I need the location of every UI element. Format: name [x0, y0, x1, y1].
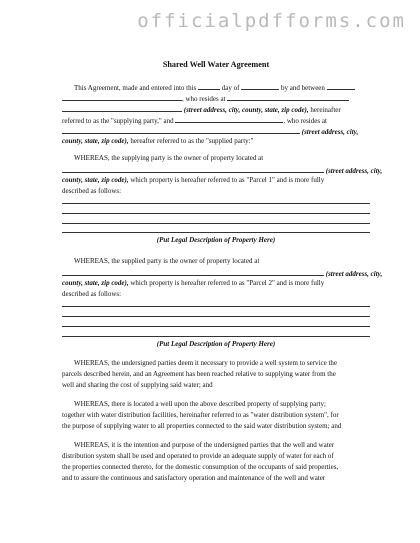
supplying-party-address-field[interactable] [227, 93, 349, 101]
document-title: Shared Well Water Agreement [162, 60, 270, 69]
p1-line-2: , who resides at [62, 93, 349, 104]
p3-line-4: described as follows: [62, 290, 122, 298]
p4-line-2: parcels described herein, and an Agreement has been reached relative to supplying water from the [62, 370, 336, 378]
p6-line-1: WHEREAS, it is the intention and purpose of the undersigned parties that the well and water [74, 441, 335, 449]
p3-line-1: WHEREAS, the supplied party is the owner of property located at [74, 257, 260, 265]
p5-line-3: the purpose of supplying water to all properties connected to the said water distribution system; and [62, 422, 342, 430]
legal-description-placeholder-2: (Put Legal Description of Property Here) [156, 340, 276, 348]
parcel-1-description-line[interactable] [62, 232, 370, 233]
legal-description-placeholder-1: (Put Legal Description of Property Here) [156, 236, 276, 244]
p6-line-2: distribution system shall be used and operated to provide an adequate supply of water for each of [62, 452, 334, 460]
p4-line-3: well and sharing the cost of supplying said water; and [62, 381, 213, 389]
p2-line-2: (street address, city, [62, 165, 382, 176]
supplied-party-name-field[interactable] [175, 115, 283, 123]
p2-line-4: described as follows: [62, 187, 122, 195]
month-year-field[interactable] [241, 82, 279, 90]
parcel-2-description-line[interactable] [62, 316, 370, 317]
parcel-1-description-line[interactable] [62, 213, 370, 214]
p6-line-3: the properties connected thereto, for the domestic consumption of the occupants of said properties, [62, 463, 339, 471]
supplying-party-address-field-2[interactable] [62, 104, 182, 112]
p1-line-1: This Agreement, made and entered into this day of by and between [74, 82, 355, 93]
p3-line-2: (street address, city, [62, 268, 382, 279]
parcel-2-description-line[interactable] [62, 326, 370, 327]
p5-line-2: together with water distribution facilities, hereinafter referred to as "water distribution system", for [62, 411, 339, 419]
p1-line-4: referred to as the "supplying party," and , who resides at [62, 117, 327, 125]
parcel-1-description-line[interactable] [62, 203, 370, 204]
parcel-2-address-field[interactable] [62, 268, 324, 276]
p5-line-1: WHEREAS, there is located a well upon the above described property of supplying party; [74, 400, 326, 408]
supplied-party-address-field[interactable] [62, 126, 300, 134]
p1-line-6: county, state, zip code), hereafter referred to as the "supplied party:" [62, 137, 254, 145]
parcel-1-description-line[interactable] [62, 223, 370, 224]
parcel-1-address-field[interactable] [62, 165, 324, 173]
p4-line-1: WHEREAS, the undersigned parties deem it necessary to provide a well system to service the [74, 359, 338, 367]
parcel-2-description-line[interactable] [62, 306, 370, 307]
p6-line-4: and to assure the continuous and satisfactory operation and maintenance of the well and water [62, 474, 326, 482]
p1-line-3: (street address, city, county, state, zip code), hereinafter [62, 104, 341, 115]
day-field[interactable] [198, 82, 220, 90]
p1-line-5: (street address, city, [62, 126, 358, 137]
p3-line-3: county, state, zip code), which property is hereafter referred to as "Parcel 2" and is more fully [62, 279, 325, 287]
parcel-2-description-line[interactable] [62, 336, 370, 337]
party-line-1[interactable] [327, 82, 355, 90]
watermark-logo: officialpdfforms.com [137, 10, 406, 32]
p2-line-3: county, state, zip code), which property is hereafter referred to as "Parcel 1" and is more fully [62, 176, 325, 184]
p2-line-1: WHEREAS, the supplying party is the owner of property located at [74, 154, 264, 162]
supplying-party-name-field[interactable] [62, 93, 182, 101]
